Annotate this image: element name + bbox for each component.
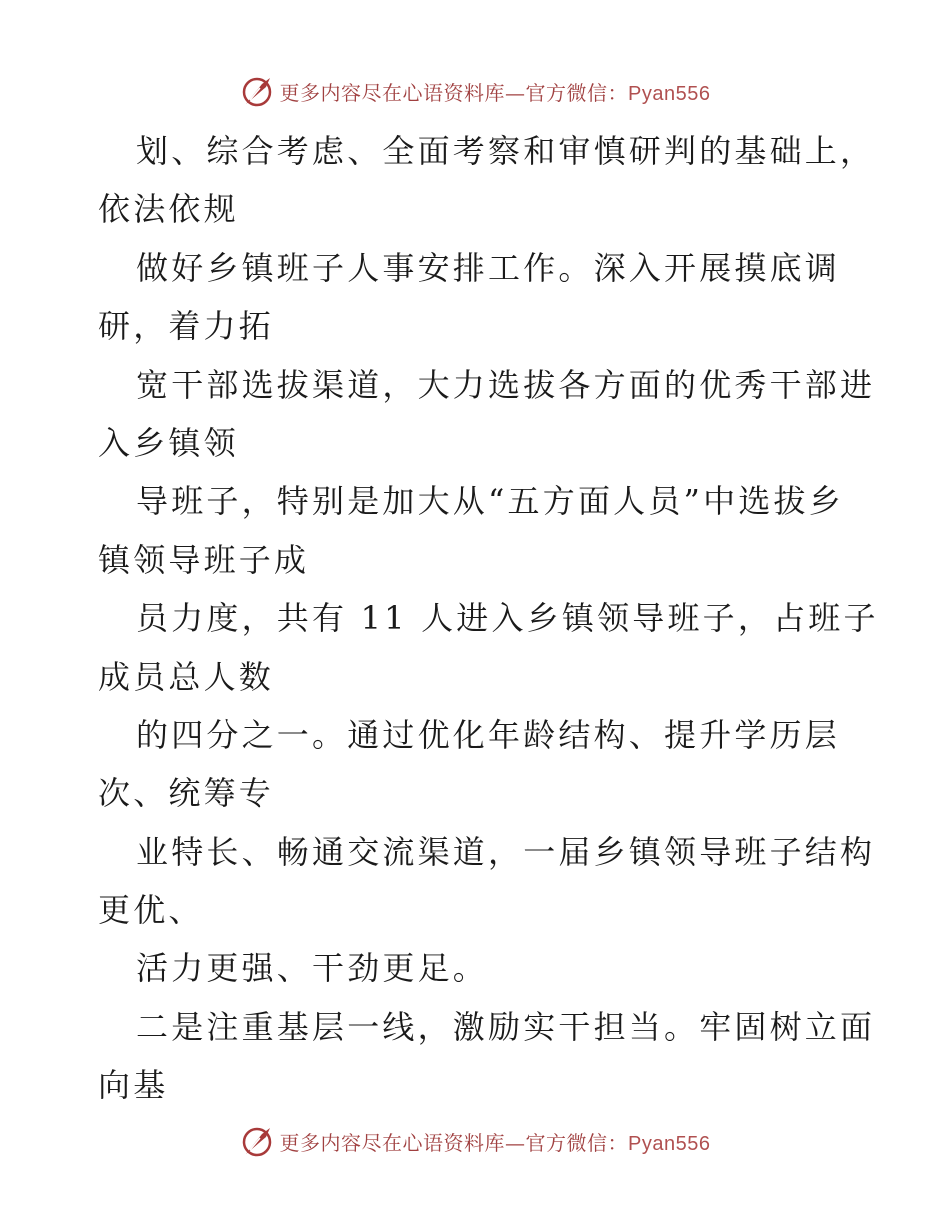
document-body bbox=[98, 122, 879, 1115]
quill-pen-logo-icon bbox=[240, 1124, 274, 1158]
text-line: 研，着力拓 bbox=[98, 307, 275, 346]
text-line: 划、综合考虑、全面考察和审慎研判的基础上， bbox=[136, 132, 876, 170]
watermark-text: 更多内容尽在心语资料库—官方微信：Pyan556 bbox=[279, 1130, 711, 1155]
text-line: 二是注重基层一线，激励实干担当。牢固树立面 bbox=[136, 1007, 876, 1046]
text-line: 成员总人数 bbox=[98, 657, 275, 696]
text-line: 次、统筹专 bbox=[98, 774, 275, 813]
text-line: 导班子，特别是加大从“五方面人员”中选拔乡 bbox=[136, 482, 844, 521]
text-line: 活力更强、干劲更足。 bbox=[136, 949, 489, 988]
text-line: 宽干部选拔渠道，大力选拔各方面的优秀干部进 bbox=[136, 365, 876, 404]
text-line: 业特长、畅通交流渠道，一届乡镇领导班子结构 bbox=[136, 832, 876, 871]
text-line: 依法依规 bbox=[98, 190, 239, 229]
footer-watermark bbox=[0, 1121, 950, 1161]
text-line: 入乡镇领 bbox=[98, 423, 239, 462]
text-line: 更优、 bbox=[98, 891, 204, 930]
header-watermark bbox=[0, 71, 950, 111]
watermark-text: 更多内容尽在心语资料库—官方微信：Pyan556 bbox=[279, 80, 711, 105]
text-line: 员力度，共有 11 人进入乡镇领导班子，占班子 bbox=[136, 599, 879, 638]
text-line: 做好乡镇班子人事安排工作。深入开展摸底调 bbox=[136, 248, 841, 287]
text-line: 向基 bbox=[98, 1066, 169, 1105]
text-line: 镇领导班子成 bbox=[98, 540, 310, 579]
text-line: 的四分之一。通过优化年龄结构、提升学历层 bbox=[136, 715, 841, 754]
quill-pen-logo-icon bbox=[240, 74, 274, 108]
